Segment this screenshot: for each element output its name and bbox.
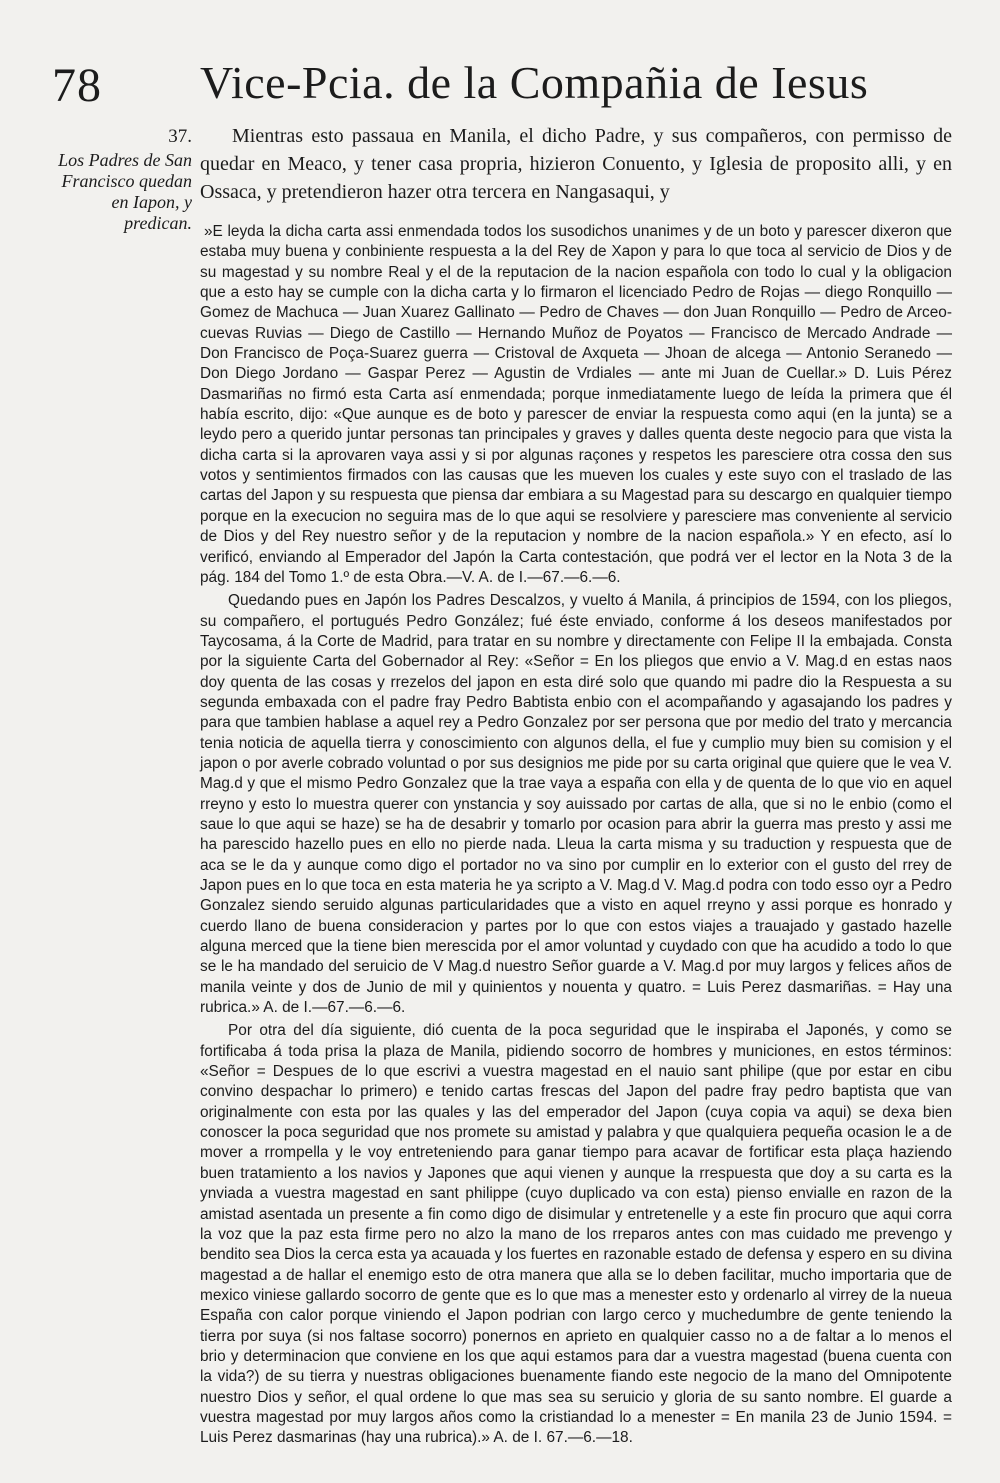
margin-note: Los Padres de San Francisco quedan en Iapon, y predican. (58, 150, 192, 233)
margin-column (50, 126, 192, 234)
running-title: Vice-Pcia. de la Compañia de Iesus (200, 57, 869, 108)
footnote-block (200, 222, 952, 1449)
lead-paragraph: Mientras esto passaua en Manila, el dicho Padre, y sus compañeros, con permisso de quedar en Meaco, y tener casa propria, hizieron Conuento, y Iglesia de proposito alli, y en Ossaca, y pretendieron hazer otra tercera en Nangasaqui, y (200, 125, 952, 203)
footnote-paragraph: Por otra del día siguiente, dió cuenta de la poca seguridad que le inspiraba el Japonés, y como se fortificaba á toda prisa la plaza de Manila, pidiendo socorro de hombres y municiones, en estos términos: «Señor = Despues de lo que escrivi a vuestra magestad en el nauio sant philipe (que por estar en cibu convino despachar lo primero) e tenido cartas frescas del Japon del padre fray pedro baptista que van originalmente con esta por las quales y las del emperador del Japon (cuya copia va aqui) se dexa bien conoscer la poca seguridad que nos promete su amistad y palabra y que qualquiera pequeña ocasion le a de mover a rrompella y le voy entreteniendo para ganar tiempo para acavar de fortificar esta plaça haziendo buen tratamiento a los navios y Japones que aqui vienen y aunque la rrespuesta que doy a su carta es la ynviada a vuestra magestad en sant philippe (cuyo duplicado va con esta) pienso envialle en razon de la amistad asentada un presente a fin como digo de disimular y entretenelle y a este fin procuro que aqui corra la voz que la paz esta firme pero no alzo la mano de los rreparos antes con mas cuidado me prevengo y bendito sea Dios la cerca esta ya acauada y los fuertes en razonable estado de defensa y espero en su divina magestad a de hallar el enemigo esto de otra manera que alla se lo deben facilitar, mucho importaria que de mexico viniese gallardo socorro de gente que es lo que mas a menester esto y ordenarlo al virrey de la nueua España con calor porque viniendo el Japon podrian con largo cerco y muchedumbre de gente teniendo la tierra por suya (si nos faltase socorro) ponernos en aprieto en qualquier casso no a de faltar a lo menos el brio y determinacion que conviene en los que aqui estamos para dar a vuestra magestad (buena cuenta con la vida?) de su tierra y nuestras obligaciones buenamente fiando este negocio de la mano del Omnipotente nuestro Dios y señor, el qual ordene lo que mas sea su seruicio y gloria de su santo nombre. El guarde a vuestra magestad por muy largos años como la cristiandad lo a menester = En manila 23 de Junio 1594. = Luis Perez dasmarinas (hay una rubrica).» A. de I. 67.—6.—18. (200, 1022, 952, 1447)
section-number: 37. (168, 126, 192, 147)
footnote-paragraph: »E leyda la dicha carta assi enmendada todos los susodichos unanimes y de un boto y parescer dixeron que estaba muy buena y conbiniente respuesta a la del Rey de Xapon y para lo que toca al servicio de Dios y de su magestad y su nombre Real y el de la reputacion de la nacion española con todo lo cual y la obligacion que a esto hay se cumple con la dicha carta y lo firmaron el licenciado Pedro de Rojas — diego Ronquillo — Gomez de Machuca — Juan Xuarez Gallinato — Pedro de Chaves — don Juan Ronquillo — Pedro de Arceo-cuevas Ruvias — Diego de Castillo — Hernando Muñoz de Poyatos — Francisco de Mercado Andrade — Don Francisco de Poça-Suarez guerra — Cristoval de Axqueta — Jhoan de alcega — Antonio Seranedo — Don Diego Jordano — Gaspar Perez — Agustin de Vrdiales — ante mi Juan de Cuellar.» D. Luis Pérez Dasmariñas no firmó esta Carta así enmendada; porque inmediatamente luego de leída la primera que él había escrito, dijo: «Que aunque es de boto y parescer de enviar la respuesta como aqui (en la junta) se a leydo pero a querido juntar personas tan principales y graves y dalles quenta deste negocio para que vista la dicha carta si la aprovaren vaya assi y si por algunas raçones y respetos les paresciere otra cossa den sus votos y sentimientos firmados con las causas que les mueven los cuales y este suyo con el traslado de las cartas del Japon y su respuesta que piensa dar embiara a su Magestad para su descargo en qualquier tiempo porque en la execucion no seguira mas de lo que aqui se resolviere y paresciere mas conveniente al servicio de Dios y del Rey nuestro señor y de la reputacion y nombre de la nacion española.» Y en efecto, así lo verificó, enviando al Emperador del Japón la Carta contestación, que podrá ver el lector en la Nota 3 de la pág. 184 del Tomo 1.º de esta Obra.—V. A. de I.—67.—6.—6. (200, 223, 952, 586)
footnote-paragraph: Quedando pues en Japón los Padres Descalzos, y vuelto á Manila, á principios de 1594, con los pliegos, su compañero, el portugués Pedro González; fué éste enviado, conforme á los deseos manifestados por Taycosama, á la Corte de Madrid, para tratar en su nombre y directamente con Felipe II la embajada. Consta por la siguiente Carta del Gobernador al Rey: «Señor = En los pliegos que envio a V. Mag.d en estas naos doy quenta de las cosas y rrezelos del japon en esta diré solo que quando mi padre dio la Respuesta a su segunda embaxada con el padre fray Pedro Babtista enbio con el acompañando y agasajando los padres y para que tambien hablase a aquel rey a Pedro Gonzalez por ser persona que por medio del trato y mercancia tenia noticia de aquella tierra y conoscimiento con algunos della, el fue y cumplio muy bien su comision y el japon o por averle cobrado voluntad o por sus designios me pide por su carta original que quiere que le vea V. Mag.d y que el mismo Pedro Gonzalez que la trae vaya a españa con ella y de quenta de lo que vio en aquel rreyno y esto lo muestra querer con ynstancia y soy auissado por cartas de alla, que si no le enbio (como el saue lo que aqui se haze) se ha de desabrir y tomarlo por ocasion para abrir la guerra mas presto y assi me ha parescido hazello pues en ello no pierde nada. Lleua la carta misma y su traduction y respuesta que de aca se le da y aunque como digo el portador no va sino por cumplir en lo exterior con el gusto del rrey de Japon pues en lo que toca en esta materia he ya scripto a V. Mag.d V. Mag.d podra con todo esso oyr a Pedro Gonzalez siendo seruido algunas particularidades que a visto en aquel rreyno y assi porque es honrado y cuerdo llano de buena consideracion y partes por lo que con estos viajes a trauajado y gastado hazelle alguna merced que la tiene bien merescida por el amor voluntad y cuydado con que ha acudido a todo lo que se le ha mandado del seruicio de V Mag.d nuestro Señor guarde a V. Mag.d por muy largos y felices años de manila veinte y dos de Junio de mil y quinientos y nouenta y quatro. = Luis Perez dasmariñas. = Hay una rubrica.» A. de I.—67.—6.—6. (200, 592, 952, 1017)
page-number: 78 (52, 59, 102, 112)
main-text-column (200, 122, 952, 1452)
